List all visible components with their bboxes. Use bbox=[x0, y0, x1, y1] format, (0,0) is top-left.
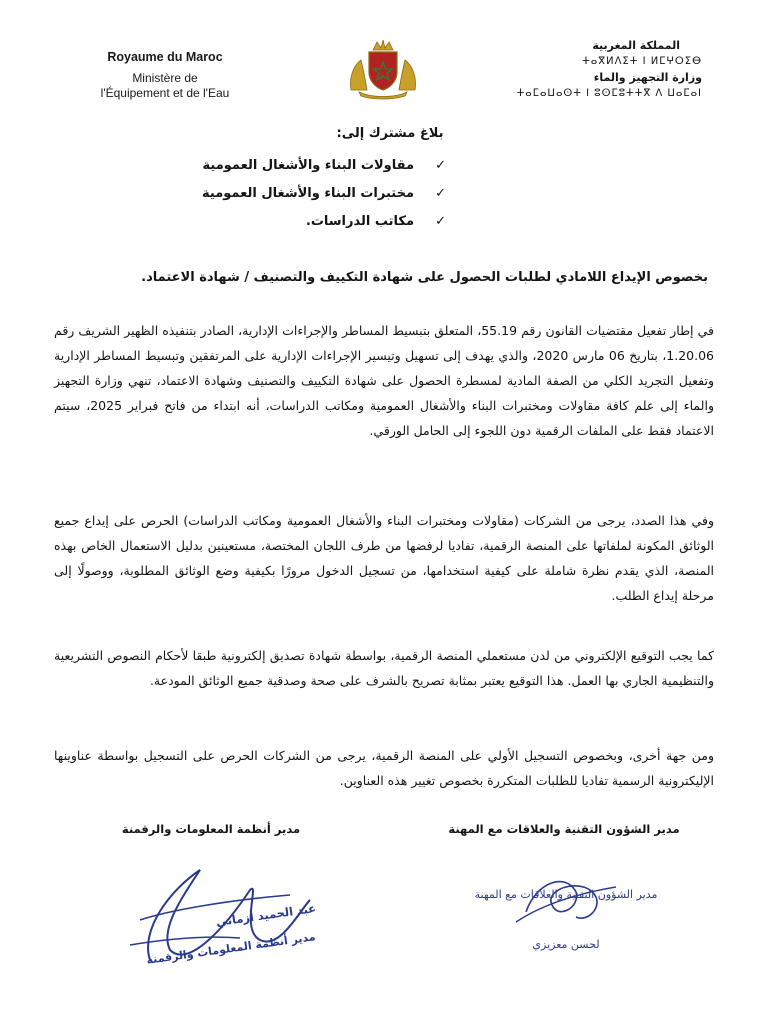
list-item bbox=[146, 152, 446, 180]
header-ar-kingdom: المملكة المغربية bbox=[592, 39, 680, 52]
check-icon: ✓ bbox=[435, 158, 446, 173]
signatory-right-title: مدير الشؤون التقنية والعلاقات مع المهنة bbox=[448, 822, 680, 836]
body-paragraph-2: وفي هذا الصدد، يرجى من الشركات (مقاولات ومختبرات البناء والأشغال العمومية ومكاتب الدراسات) الحرص على إيداع جميع الوثائق المكونة لملفاتها على المنصة الرقمية، تفاديا لرفضها من طرف اللجان المختصة، مستعينين بدليل الاستعمال الخاص بهذه المنصة، الذي يقدم نظرة شاملة على كيفية استخدامها، من تسجيل الدخول مرورًا بكيفية وضع الوثائق المطلوبة، ووصولًا إلى مرحلة إيداع الطلب. bbox=[54, 513, 714, 603]
header-ar-ministry: وزارة التجهيز والماء bbox=[593, 71, 702, 84]
list-item bbox=[146, 180, 446, 208]
royal-coat-of-arms-icon bbox=[345, 38, 421, 100]
addressee-list bbox=[146, 152, 446, 236]
subject-line: بخصوص الإيداع اللامادي لطلبات الحصول على شهادة التكييف والتصنيف / شهادة الاعتماد. bbox=[141, 270, 708, 285]
right-signature-block bbox=[456, 862, 686, 962]
body-paragraph-4: ومن جهة أخرى، وبخصوص التسجيل الأولي على المنصة الرقمية، يرجى من الشركات الحرص على التسجيل بواسطة عناوينها الإليكترونية الرسمية تفاديا للطلبات المتكررة بخصوص تغيير هذه العناوين. bbox=[54, 748, 714, 788]
header-fr-kingdom: Royaume du Maroc bbox=[107, 50, 223, 64]
body-paragraph-3: كما يجب التوقيع الإلكتروني من لدن مستعملي المنصة الرقمية، بواسطة شهادة تصديق إلكترونية طبقا لأحكام النصوص التشريعية والتنظيمية الجاري بها العمل. هذا التوقيع يعتبر بمثابة تصريح بالشرف على صحة وصدقية جميع الوثائق المودعة. bbox=[54, 648, 714, 688]
left-signature-block bbox=[110, 850, 340, 980]
stamp-right-name: لحسن معزيزي bbox=[532, 938, 600, 951]
check-icon: ✓ bbox=[435, 186, 446, 201]
header-tif-ministry: ⵜⴰⵎⴰⵡⴰⵙⵜ ⵏ ⵓⵙⵎⵓⵜⵜⴳ ⴷ ⵡⴰⵎⴰⵏ bbox=[516, 88, 702, 99]
addressee-item-3: مكاتب الدراسات. bbox=[305, 214, 414, 229]
header-fr-ministry-2: l'Équipement et de l'Eau bbox=[100, 86, 230, 100]
header-ar bbox=[512, 38, 702, 102]
header-fr-ministry: Ministère de bbox=[132, 71, 198, 85]
addressee-item-2: مختبرات البناء والأشغال العمومية bbox=[202, 186, 414, 201]
signatory-left-title: مدير أنظمة المعلومات والرقمنة bbox=[121, 822, 301, 836]
stamp-right-role: مدير الشؤون التقنية والعلاقات مع المهنة bbox=[474, 888, 658, 901]
list-item bbox=[146, 208, 446, 236]
addressee-title: بلاغ مشترك إلى: bbox=[336, 126, 444, 141]
header-tif-kingdom: ⵜⴰⴳⵍⴷⵉⵜ ⵏ ⵍⵎⵖⵔⵉⴱ bbox=[582, 56, 702, 67]
body-paragraph-1: في إطار تفعيل مقتضيات القانون رقم 55.19، المتعلق بتبسيط المساطر والإجراءات الإدارية، الصادر بتنفيذه الظهير الشريف رقم 1.20.06، بتاريخ 06 مارس 2020، والذي يهدف إلى تسهيل وتيسير الإجراءات الإدارية على المرتفقين وتبسيط المساطر الإدارية وتفعيل التجريد الكلي من الصفة المادية لمسطرة الحصول على شهادة التكييف والتصنيف وشهادة الاعتماد، تنهي وزارة التجهيز والماء إلى علم كافة مقاولات ومختبرات البناء والأشغال العمومية ومكاتب الدراسات، أنه ابتداء من فاتح فبراير 2025، سيتم الاعتماد فقط على الملفات الرقمية دون اللجوء إلى الحامل الورقي. bbox=[54, 323, 714, 438]
check-icon: ✓ bbox=[435, 214, 446, 229]
header-fr bbox=[80, 50, 250, 101]
addressee-item-1: مقاولات البناء والأشغال العمومية bbox=[202, 158, 414, 173]
stamp-left-name: عبد الحميد أزماني bbox=[215, 901, 317, 929]
stamp-left-role: مدير أنظمة المعلومات والرقمنة bbox=[145, 930, 317, 967]
